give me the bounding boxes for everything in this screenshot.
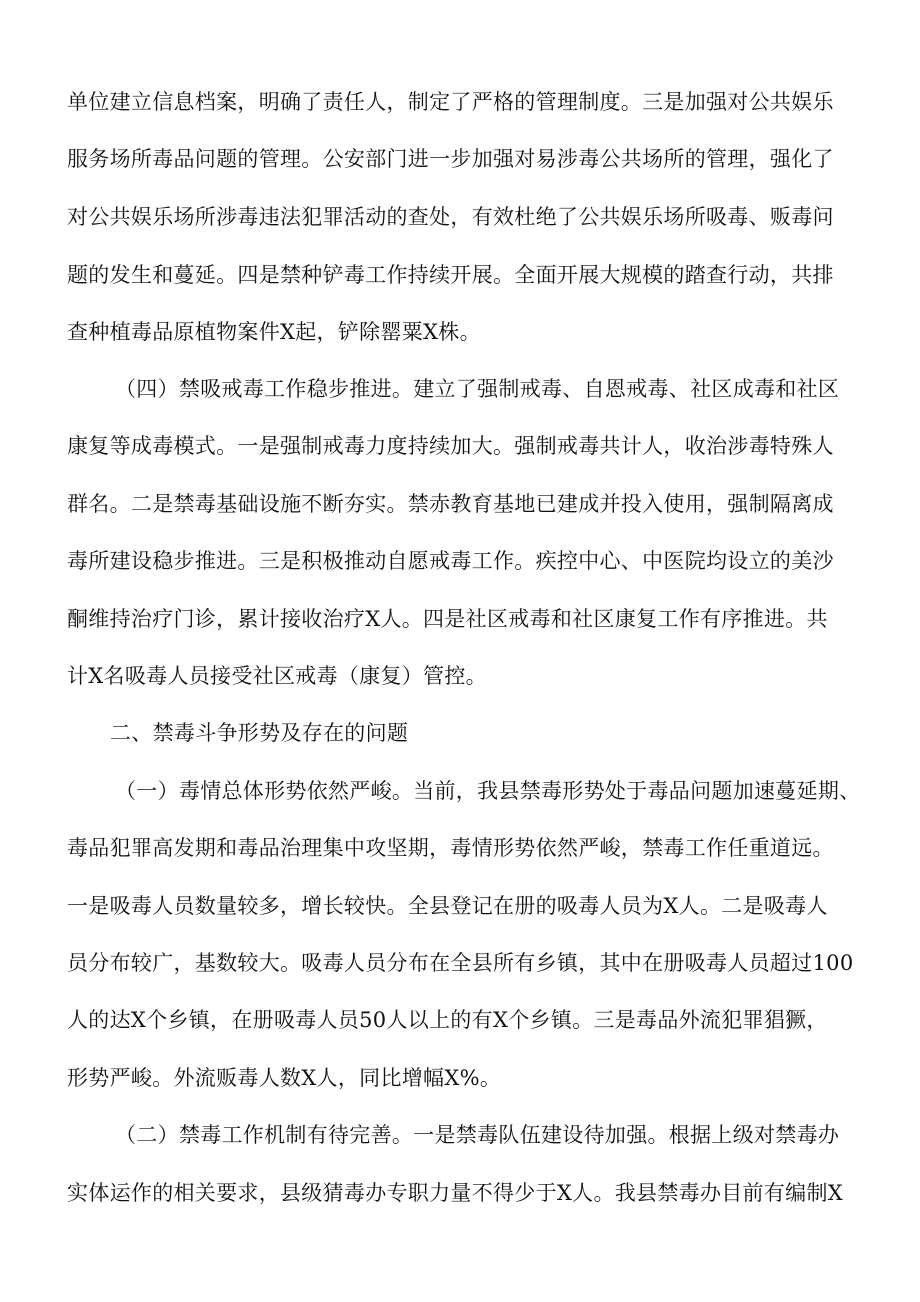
text-line-18: 形势严峻。外流贩毒人数X人，同比增幅X%。 [67,1066,502,1090]
text-line-11: 计X名吸毒人员接受社区戒毒（康复）管控。 [67,664,487,688]
text-line-4: 题的发生和蔓延。四是禁种铲毒工作持续开展。全面开展大规模的踏查行动，共排 [67,263,834,287]
text-line-14: 毒品犯罪高发期和毒品治理集中攻坚期，毒情形势依然严峻，禁毒工作任重道远。 [67,836,834,860]
text-line-1: 单位建立信息档案，明确了责任人，制定了严格的管理制度。三是加强对公共娱乐 [67,90,834,114]
section-heading: 二、禁毒斗争形势及存在的问题 [110,721,409,745]
text-line-9: 毒所建设稳步推进。三是积极推动自愿戒毒工作。疾控中心、中医院均设立的美沙 [67,549,834,573]
text-line-8: 群名。二是禁毒基础设施不断夯实。禁赤教育基地已建成并投入使用，强制隔离成 [67,492,834,516]
paragraph-1-start: （一）毒情总体形势依然严峻。当前，我县禁毒形势处于毒品问题加速蔓延期、 [115,779,861,803]
text-line-3: 对公共娱乐场所涉毒违法犯罪活动的查处，有效杜绝了公共娱乐场所吸毒、贩毒问 [67,205,834,229]
text-line-7: 康复等成毒模式。一是强制戒毒力度持续加大。强制戒毒共计人，收治涉毒特殊人 [67,434,834,458]
text-line-10: 酮维持治疗门诊，累计接收治疗X人。四是社区戒毒和社区康复工作有序推进。共 [67,607,828,631]
text-line-15: 一是吸毒人员数量较多，增长较快。全县登记在册的吸毒人员为X人。二是吸毒人 [67,894,828,918]
text-line-16: 员分布较广，基数较大。吸毒人员分布在全县所有乡镇，其中在册吸毒人员超过100 [67,951,854,975]
text-line-20: 实体运作的相关要求，县级猜毒办专职力量不得少于X人。我县禁毒办目前有编制X [67,1181,843,1205]
text-line-5: 查种植毒品原植物案件X起，铲除罂粟X株。 [67,320,481,344]
text-line-2: 服务场所毒品问题的管理。公安部门进一步加强对易涉毒公共场所的管理，强化了 [67,147,834,171]
paragraph-4-start: （四）禁吸戒毒工作稳步推进。建立了强制戒毒、自恩戒毒、社区成毒和社区 [115,377,840,401]
paragraph-2-start: （二）禁毒工作机制有待完善。一是禁毒队伍建设待加强。根据上级对禁毒办 [115,1123,840,1147]
text-line-17: 人的达X个乡镇，在册吸毒人员50人以上的有X个乡镇。三是毒品外流犯罪猖獗， [67,1008,828,1032]
